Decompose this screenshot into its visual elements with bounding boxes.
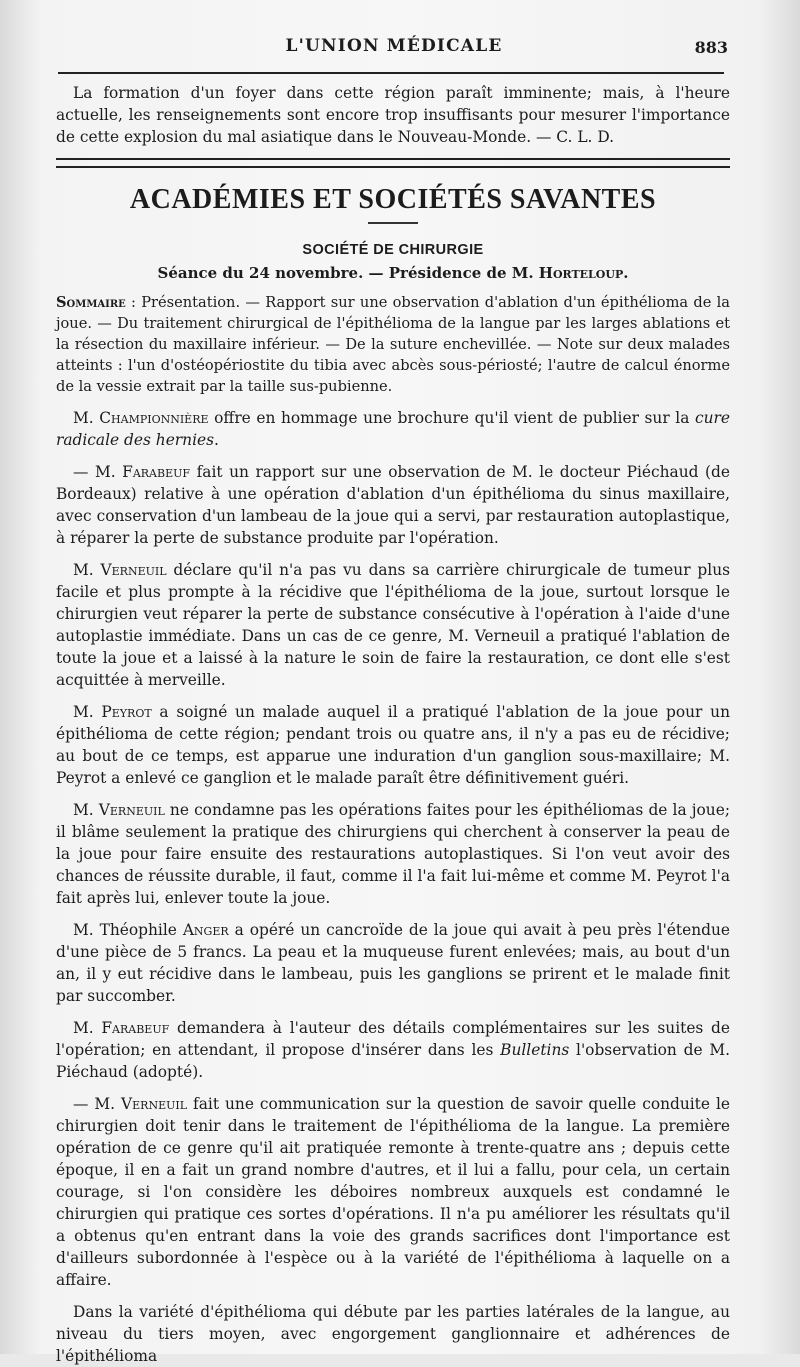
p5-text-b: ne condamne pas les opérations faites pour les épithéliomas de la joue; il blâme seulement la pratique des chirurgiens qui cherchent à conserver la peau de la joue pour faire ensuite des restaurations autoplastiques. Si l'on veut avoir des chances de réussite durable, il faut, comme il l'a fait lui-même et comme M. Peyrot l'a fait après lui, enlever toute la joue. xyxy=(56,801,731,907)
article-body xyxy=(56,82,730,1367)
author-name: Verneuil xyxy=(121,1095,188,1113)
author-name: Farabeuf xyxy=(101,1019,170,1037)
summary-text: : Présentation. — Rapport sur une observation d'ablation d'un épithélioma de la joue. — Du traitement chirurgical de l'épithélioma de la langue par les larges ablations et la résection du maxillaire inférieur. — De la suture enchevillée. — Note sur deux malades atteints : l'un d'ostéopériostite du tibia avec abcès sous-périosté; l'autre de calcul énorme de la vessie extrait par la taille sus-pubienne. xyxy=(56,294,730,395)
p8-text-b: fait une communication sur la question de savoir quelle conduite le chirurgien doit tenir dans le traitement de l'épithélioma de la langue. La première opération de ce genre qu'il ait pratiquée remonte à trente-quatre ans ; depuis cette époque, il en a fait un grand nombre d'autres, et il lui a fallu, pour cela, un certain courage, si l'on considère les déboires nombreux auxquels est condamné le chirurgien qui pratique ces sortes d'opérations. Il n'a pu améliorer les résultats qu'il a obtenus qu'en entrant dans la voie des grands sacrifices dont l'importance est d'ailleurs subordonnée à l'espèce ou à la variété de l'épithélioma à laquelle on a affaire. xyxy=(56,1095,731,1289)
session-suffix: . xyxy=(623,264,629,282)
title-underline xyxy=(368,222,418,224)
p2-text-b: fait un rapport sur une observation de M. le docteur Piéchaud (de Bordeaux) relative à une opération d'ablation d'un épithélioma du sinus maxillaire, avec conservation d'un lambeau de la joue qui a servi, par restauration autoplastique, à réparer la perte de substance produite par l'opération. xyxy=(56,463,731,547)
president-name: Horteloup xyxy=(538,264,624,282)
author-name: Verneuil xyxy=(100,561,167,579)
paragraph-4 xyxy=(56,701,730,789)
p6-text-b: a opéré un cancroïde de la joue qui avait à peu près l'étendue d'une pièce de 5 francs. La peau et la muqueuse furent enlevées; mais, au bout d'un an, il y eut récidive dans le lambeau, puis les ganglions se prirent et le malade finit par succomber. xyxy=(56,921,730,1005)
page-header xyxy=(56,36,732,60)
p7-text-c: l'observation de M. Piéchaud (adopté). xyxy=(56,1041,730,1081)
section-divider xyxy=(56,158,730,168)
paragraph-3 xyxy=(56,559,730,691)
p5-text-a: M. xyxy=(73,801,99,819)
p1-italic: cure radicale des hernies xyxy=(56,409,730,449)
section-title: ACADÉMIES ET SOCIÉTÉS SAVANTES xyxy=(129,184,657,215)
session-line xyxy=(56,264,730,282)
p4-text-a: M. xyxy=(73,703,102,721)
p1-text-b: offre en hommage une brochure qu'il vient de publier sur la xyxy=(208,409,695,427)
p7-italic: Bulletins xyxy=(500,1041,570,1059)
paragraph-9: Dans la variété d'épithélioma qui débute par les parties latérales de la langue, au niveau du tiers moyen, avec engorgement ganglionnaire et adhérences de l'épithélioma xyxy=(56,1303,730,1365)
p1-text-a: M. xyxy=(73,409,100,427)
p7-text-b: demandera à l'auteur des détails complémentaires sur les suites de l'opération; en attendant, il propose d'insérer dans les xyxy=(56,1019,730,1059)
paragraph-2 xyxy=(56,461,730,549)
p1-text-c: . xyxy=(214,431,219,449)
p3-text-a: M. xyxy=(73,561,101,579)
paragraph-7 xyxy=(56,1017,730,1083)
paragraph-5 xyxy=(56,799,730,909)
session-prefix: Séance du 24 novembre. — Présidence de M. xyxy=(157,264,539,282)
paragraph-6 xyxy=(56,919,730,1007)
author-name: Verneuil xyxy=(98,801,165,819)
author-name: Championnière xyxy=(99,409,209,427)
p4-text-b: a soigné un malade auquel il a pratiqué l'ablation de la joue pour un épithélioma de cette région; pendant trois ou quatre ans, il n'y a pas eu de récidive; au bout de ce temps, est apparue une induration d'un ganglion sous-maxillaire; M. Peyrot a enlevé ce ganglion et le malade paraît être définitivement guéri. xyxy=(56,703,730,787)
summary-paragraph xyxy=(56,292,730,397)
p8-text-a: — M. xyxy=(73,1095,122,1113)
running-title: L'UNION MÉDICALE xyxy=(285,36,503,56)
author-name: Farabeuf xyxy=(122,463,191,481)
intro-paragraph: La formation d'un foyer dans cette région paraît imminente; mais, à l'heure actuelle, les renseignements sont encore trop insuffisants pour mesurer l'importance de cette explosion du mal asiatique dans le Nouveau-Monde. — C. L. D. xyxy=(56,84,730,146)
author-name: Peyrot xyxy=(101,703,152,721)
p6-text-a: M. Théophile xyxy=(73,921,183,939)
page-number: 883 xyxy=(694,38,728,57)
society-heading: SOCIÉTÉ DE CHIRURGIE xyxy=(302,242,484,258)
paragraph-1 xyxy=(56,407,730,451)
p2-text-a: — M. xyxy=(73,463,123,481)
author-name: Anger xyxy=(182,921,229,939)
p7-text-a: M. xyxy=(73,1019,102,1037)
header-rule xyxy=(58,72,724,74)
p3-text-b: déclare qu'il n'a pas vu dans sa carrière chirurgicale de tumeur plus facile et plus prompte à la récidive que l'épithélioma de la joue, surtout lorsque le chirurgien veut réparer la perte de substance consécutive à l'opération à l'aide d'une autoplastie immédiate. Dans un cas de ce genre, M. Verneuil a pratiqué l'ablation de toute la joue et a laissé à la nature le soin de faire la restauration, ce dont elle s'est acquittée à merveille. xyxy=(56,561,730,689)
summary-label: Sommaire xyxy=(56,294,126,311)
paragraph-8 xyxy=(56,1093,730,1291)
